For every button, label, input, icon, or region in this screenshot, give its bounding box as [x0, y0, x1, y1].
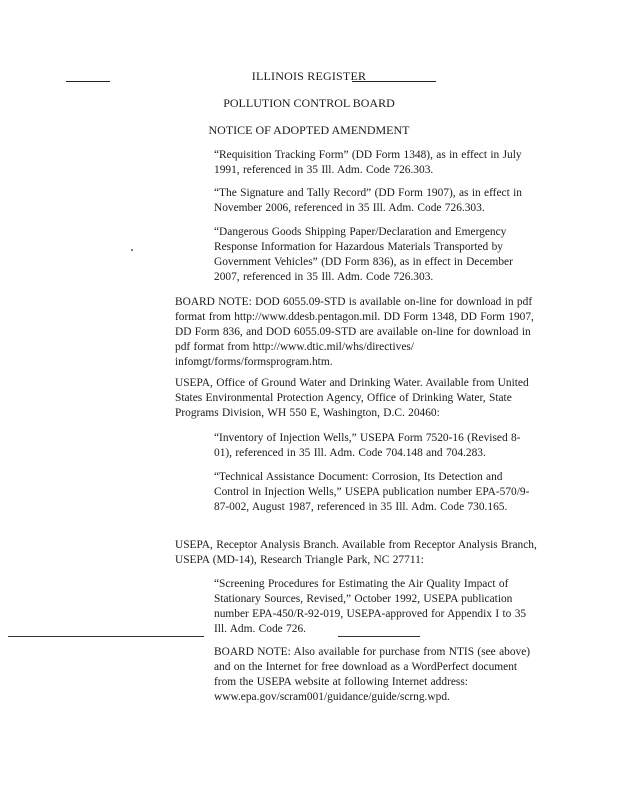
paragraph-requisition-form: “Requisition Tracking Form” (DD Form 1348), as in effect in July 1991, referenced in 35 Ill. Adm. Code 726.303. — [214, 149, 522, 176]
paragraph-inventory-wells: “Inventory of Injection Wells,” USEPA Form 7520-16 (Revised 8-01), referenced in 35 Ill. Adm. Code 704.148 and 704.283. — [214, 432, 521, 459]
paragraph-technical-assistance: “Technical Assistance Document: Corrosion, Its Detection and Control in Injection Wells,” USEPA publication number EPA-570/9-87-002, August 1987, referenced in 35 Ill. Adm. Code 730.165. — [214, 471, 530, 513]
paragraph-board-note-dod: BOARD NOTE: DOD 6055.09-STD is available on-line for download in pdf format from http://www.ddesb.pentagon.mil. DD Form 1348, DD Form 1907, DD Form 836, and DOD 6055.09-STD are available on-line for download in pdf format from http://www.dtic.mil/whs/directives/ infomgt/forms/formsprogram.htm. — [175, 296, 534, 368]
paragraph-dangerous-goods: “Dangerous Goods Shipping Paper/Declaration and Emergency Response Information for Hazardous Materials Transported by Government Vehicles” (DD Form 836), as in effect in December 2007, referenced in 35 Ill. Adm. Code 726.303. — [214, 226, 513, 283]
scan-speck — [131, 249, 133, 251]
paragraph-usepa-ground-water: USEPA, Office of Ground Water and Drinking Water. Available from United States Environmental Protection Agency, Office of Drinking Water, State Programs Division, WH 550 E, Washington, D.C. 20460: — [175, 377, 529, 419]
board-title: POLLUTION CONTROL BOARD — [223, 96, 395, 110]
paragraph-board-note-ntis: BOARD NOTE: Also available for purchase from NTIS (see above) and on the Internet for free download as a WordPerfect document from the USEPA website at following Internet address: www.epa.gov/scram001/guidance/guide/scrng.wpd. — [214, 646, 531, 703]
paragraph-screening-procedures: “Screening Procedures for Estimating the Air Quality Impact of Stationary Sources, Revised,” October 1992, USEPA publication number EPA-450/R-92-019, USEPA-approved for Appendix I to 35 Ill. Adm. Code 726. — [214, 578, 527, 635]
register-title: ILLINOIS REGISTER — [251, 69, 367, 83]
notice-title: NOTICE OF ADOPTED AMENDMENT — [208, 123, 410, 137]
paragraph-usepa-receptor: USEPA, Receptor Analysis Branch. Available from Receptor Analysis Branch, USEPA (MD-14), Research Triangle Park, NC 27711: — [175, 539, 537, 566]
scan-rule-right — [338, 636, 420, 637]
paragraph-signature-record: “The Signature and Tally Record” (DD Form 1907), as in effect in November 2006, referenced in 35 Ill. Adm. Code 726.303. — [214, 187, 522, 214]
scan-rule-left — [8, 636, 204, 637]
